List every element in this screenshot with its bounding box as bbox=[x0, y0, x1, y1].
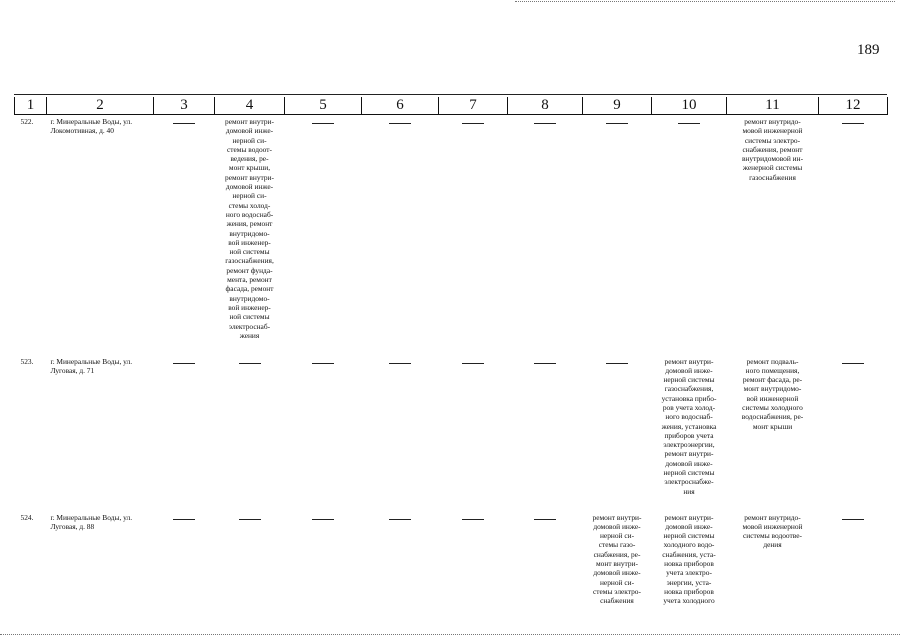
empty-cell bbox=[819, 115, 888, 355]
page-number: 189 bbox=[857, 42, 880, 58]
dash-mark bbox=[606, 123, 628, 124]
dash-mark bbox=[462, 363, 484, 364]
empty-cell bbox=[285, 355, 362, 511]
dash-mark bbox=[173, 123, 195, 124]
dash-mark bbox=[842, 519, 864, 520]
repair-schedule-table bbox=[14, 97, 888, 621]
row-number: 523. bbox=[20, 356, 34, 366]
dash-mark bbox=[462, 123, 484, 124]
column-header-10: 10 bbox=[652, 97, 727, 115]
dash-mark bbox=[534, 363, 556, 364]
empty-cell bbox=[285, 115, 362, 355]
dash-mark bbox=[462, 519, 484, 520]
empty-cell bbox=[215, 355, 285, 511]
empty-cell bbox=[583, 355, 652, 511]
empty-cell bbox=[583, 115, 652, 355]
work-description: ремонт внутри- домовой инже- нерной си- стемы водоот- ведения, ре- монт крыши, ремонт внутри- домовой инже- нерной си- стемы холод- ного водоснаб- жения, ремонт внутридомо- вой инженер- ной системы газоснабжения, ремонт фунда- мента, ремонт фасада, ремонт внутридомо- вой инженер- ной системы электроснаб- жения bbox=[225, 117, 274, 340]
column-header-8: 8 bbox=[508, 97, 583, 115]
empty-cell bbox=[508, 355, 583, 511]
empty-cell bbox=[508, 511, 583, 621]
dash-mark bbox=[312, 519, 334, 520]
dash-mark bbox=[842, 363, 864, 364]
table-row bbox=[15, 511, 888, 621]
empty-cell bbox=[439, 511, 508, 621]
empty-cell bbox=[215, 511, 285, 621]
column-header-9: 9 bbox=[583, 97, 652, 115]
dash-mark bbox=[678, 123, 700, 124]
column-header-7: 7 bbox=[439, 97, 508, 115]
dash-mark bbox=[312, 363, 334, 364]
work-description: ремонт внутридо- мовой инженерной системы водоотве- дения bbox=[742, 512, 803, 550]
dash-mark bbox=[389, 363, 411, 364]
dash-mark bbox=[173, 519, 195, 520]
empty-cell bbox=[439, 115, 508, 355]
column-number-row bbox=[15, 97, 888, 115]
column-header-3: 3 bbox=[154, 97, 215, 115]
address-cell: г. Минеральные Воды, ул. Локомотивная, д. 40 bbox=[50, 117, 133, 136]
empty-cell bbox=[362, 355, 439, 511]
address-cell: г. Минеральные Воды, ул. Луговая, д. 88 bbox=[50, 512, 133, 531]
column-header-1: 1 bbox=[15, 97, 47, 115]
scan-artifact-bottom bbox=[0, 634, 900, 635]
dash-mark bbox=[842, 123, 864, 124]
column-header-4: 4 bbox=[215, 97, 285, 115]
column-header-5: 5 bbox=[285, 97, 362, 115]
table-top-rule bbox=[14, 94, 887, 95]
dash-mark bbox=[534, 519, 556, 520]
empty-cell bbox=[154, 355, 215, 511]
dash-mark bbox=[534, 123, 556, 124]
dash-mark bbox=[389, 519, 411, 520]
empty-cell bbox=[362, 115, 439, 355]
empty-cell bbox=[819, 511, 888, 621]
empty-cell bbox=[439, 355, 508, 511]
column-header-12: 12 bbox=[819, 97, 888, 115]
empty-cell bbox=[819, 355, 888, 511]
column-header-2: 2 bbox=[47, 97, 154, 115]
work-description: ремонт внутри- домовой инже- нерной си- стемы газо- снабжения, ре- монт внутри- домовой инже- нерной си- стемы электро- снабжения bbox=[592, 512, 642, 606]
work-description: ремонт внутри- домовой инже- нерной системы холодного водо- снабжения, уста- новка приборов учета электро- энергии, уста- новка приборов учета холодного bbox=[662, 512, 716, 606]
work-description: ремонт внутридо- мовой инженерной системы электро- снабжения, ремонт внутридомовой ин- женерной системы газоснабжения bbox=[741, 117, 804, 182]
work-description: ремонт внутри- домовой инже- нерной системы газоснабжения, установка прибо- ров учета холод- ного водоснаб- жения, установка приборов учета электроэнергии, ремонт внутри- домовой инже- нерной системы электроснабже- ния bbox=[661, 356, 717, 496]
column-header-6: 6 bbox=[362, 97, 439, 115]
dash-mark bbox=[606, 363, 628, 364]
row-number: 522. bbox=[20, 117, 34, 126]
scan-artifact-top bbox=[515, 1, 895, 2]
table-row bbox=[15, 115, 888, 355]
empty-cell bbox=[652, 115, 727, 355]
column-header-11: 11 bbox=[727, 97, 819, 115]
dash-mark bbox=[173, 363, 195, 364]
address-cell: г. Минеральные Воды, ул. Луговая, д. 71 bbox=[50, 356, 133, 375]
dash-mark bbox=[389, 123, 411, 124]
dash-mark bbox=[239, 363, 261, 364]
empty-cell bbox=[154, 511, 215, 621]
empty-cell bbox=[362, 511, 439, 621]
work-description: ремонт подваль- ного помещения, ремонт фасада, ре- монт внутридомо- вой инженерной системы холодного водоснабжения, ре- монт крыши bbox=[741, 356, 804, 431]
empty-cell bbox=[508, 115, 583, 355]
row-number: 524. bbox=[20, 512, 34, 522]
empty-cell bbox=[154, 115, 215, 355]
dash-mark bbox=[312, 123, 334, 124]
table-row bbox=[15, 355, 888, 511]
dash-mark bbox=[239, 519, 261, 520]
empty-cell bbox=[285, 511, 362, 621]
